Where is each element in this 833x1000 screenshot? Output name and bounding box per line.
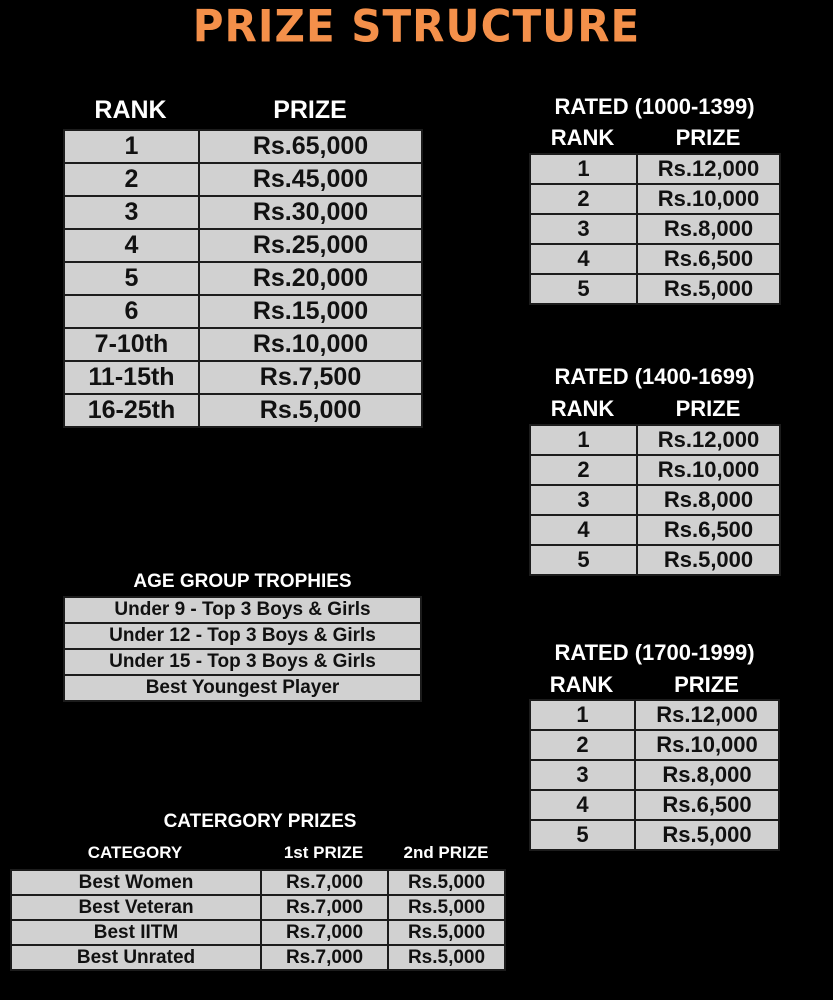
rank-cell: 1 bbox=[530, 154, 637, 184]
rank-cell: 4 bbox=[530, 515, 637, 545]
rated-title-2: RATED (1400-1699) bbox=[554, 364, 755, 389]
age-group-cell: Best Youngest Player bbox=[64, 675, 421, 701]
rated-rank-header-1: RANK bbox=[550, 125, 615, 150]
table-row bbox=[530, 274, 780, 304]
main-rank-header: RANK bbox=[94, 96, 167, 124]
rated-rank-header-3: RANK bbox=[549, 672, 614, 697]
prize-cell: Rs.12,000 bbox=[637, 425, 780, 455]
rated-prize-header-3: PRIZE bbox=[674, 672, 739, 697]
category-cell: Best Unrated bbox=[11, 945, 261, 970]
prize-cell: Rs.10,000 bbox=[635, 730, 779, 760]
rank-cell: 4 bbox=[530, 790, 635, 820]
table-row bbox=[64, 675, 421, 701]
table-row bbox=[64, 163, 422, 196]
first-prize-cell: Rs.7,000 bbox=[261, 870, 388, 895]
table-row bbox=[530, 820, 779, 850]
table-row bbox=[11, 895, 505, 920]
rank-cell: 5 bbox=[530, 820, 635, 850]
first-prize-cell: Rs.7,000 bbox=[261, 945, 388, 970]
table-row bbox=[530, 244, 780, 274]
prize-cell: Rs.10,000 bbox=[199, 328, 422, 361]
rated-table-2 bbox=[529, 424, 781, 576]
category-prizes-title: CATERGORY PRIZES bbox=[163, 811, 357, 832]
table-row bbox=[11, 870, 505, 895]
main-prize-header: PRIZE bbox=[273, 96, 347, 124]
prize-cell: Rs.15,000 bbox=[199, 295, 422, 328]
rank-cell: 6 bbox=[64, 295, 199, 328]
table-row bbox=[530, 425, 780, 455]
table-row bbox=[530, 184, 780, 214]
first-prize-header: 1st PRIZE bbox=[283, 843, 364, 862]
category-prizes-table bbox=[10, 869, 506, 971]
prize-cell: Rs.12,000 bbox=[637, 154, 780, 184]
table-row bbox=[530, 760, 779, 790]
page-title: PRIZE STRUCTURE bbox=[192, 0, 641, 53]
rated-prize-header-1: PRIZE bbox=[675, 125, 741, 150]
rank-cell: 7-10th bbox=[64, 328, 199, 361]
rank-cell: 5 bbox=[64, 262, 199, 295]
table-row bbox=[64, 597, 421, 623]
prize-cell: Rs.25,000 bbox=[199, 229, 422, 262]
second-prize-cell: Rs.5,000 bbox=[388, 920, 505, 945]
category-cell: Best Women bbox=[11, 870, 261, 895]
prize-cell: Rs.8,000 bbox=[637, 214, 780, 244]
rank-cell: 2 bbox=[64, 163, 199, 196]
second-prize-cell: Rs.5,000 bbox=[388, 895, 505, 920]
rank-cell: 3 bbox=[530, 214, 637, 244]
rank-cell: 3 bbox=[64, 196, 199, 229]
table-row bbox=[530, 154, 780, 184]
table-row bbox=[530, 730, 779, 760]
category-header: CATEGORY bbox=[87, 843, 183, 862]
rated-table-3 bbox=[529, 699, 780, 851]
category-cell: Best IITM bbox=[11, 920, 261, 945]
table-row bbox=[64, 130, 422, 163]
rank-cell: 5 bbox=[530, 274, 637, 304]
rated-prize-header-2: PRIZE bbox=[675, 396, 741, 421]
prize-cell: Rs.65,000 bbox=[199, 130, 422, 163]
rated-title-3: RATED (1700-1999) bbox=[554, 640, 755, 665]
prize-cell: Rs.10,000 bbox=[637, 184, 780, 214]
table-row bbox=[530, 790, 779, 820]
age-group-cell: Under 12 - Top 3 Boys & Girls bbox=[64, 623, 421, 649]
rated-table-1 bbox=[529, 153, 781, 305]
prize-cell: Rs.6,500 bbox=[637, 244, 780, 274]
prize-cell: Rs.45,000 bbox=[199, 163, 422, 196]
prize-cell: Rs.8,000 bbox=[635, 760, 779, 790]
rated-rank-header-2: RANK bbox=[550, 396, 615, 421]
rank-cell: 3 bbox=[530, 485, 637, 515]
table-row bbox=[64, 649, 421, 675]
rank-cell: 16-25th bbox=[64, 394, 199, 427]
table-row bbox=[64, 262, 422, 295]
table-row bbox=[530, 485, 780, 515]
table-row bbox=[64, 623, 421, 649]
age-group-cell: Under 9 - Top 3 Boys & Girls bbox=[64, 597, 421, 623]
rank-cell: 5 bbox=[530, 545, 637, 575]
prize-cell: Rs.8,000 bbox=[637, 485, 780, 515]
rank-cell: 2 bbox=[530, 730, 635, 760]
second-prize-cell: Rs.5,000 bbox=[388, 870, 505, 895]
rank-cell: 2 bbox=[530, 455, 637, 485]
table-row bbox=[11, 945, 505, 970]
prize-cell: Rs.5,000 bbox=[637, 274, 780, 304]
prize-cell: Rs.20,000 bbox=[199, 262, 422, 295]
rank-cell: 1 bbox=[64, 130, 199, 163]
rank-cell: 4 bbox=[530, 244, 637, 274]
prize-cell: Rs.7,500 bbox=[199, 361, 422, 394]
table-row bbox=[64, 394, 422, 427]
table-row bbox=[530, 515, 780, 545]
prize-cell: Rs.6,500 bbox=[637, 515, 780, 545]
table-row bbox=[11, 920, 505, 945]
prize-cell: Rs.30,000 bbox=[199, 196, 422, 229]
rated-title-1: RATED (1000-1399) bbox=[554, 94, 755, 119]
rank-cell: 1 bbox=[530, 425, 637, 455]
first-prize-cell: Rs.7,000 bbox=[261, 895, 388, 920]
table-row bbox=[530, 455, 780, 485]
first-prize-cell: Rs.7,000 bbox=[261, 920, 388, 945]
table-row bbox=[530, 700, 779, 730]
rank-cell: 1 bbox=[530, 700, 635, 730]
prize-cell: Rs.10,000 bbox=[637, 455, 780, 485]
age-group-cell: Under 15 - Top 3 Boys & Girls bbox=[64, 649, 421, 675]
prize-cell: Rs.6,500 bbox=[635, 790, 779, 820]
age-group-table bbox=[63, 596, 422, 702]
table-row bbox=[64, 196, 422, 229]
table-row bbox=[530, 545, 780, 575]
main-prize-table bbox=[63, 129, 423, 428]
age-group-title: AGE GROUP TROPHIES bbox=[133, 571, 352, 592]
rank-cell: 3 bbox=[530, 760, 635, 790]
second-prize-header: 2nd PRIZE bbox=[403, 843, 489, 862]
prize-cell: Rs.5,000 bbox=[199, 394, 422, 427]
table-row bbox=[64, 295, 422, 328]
prize-cell: Rs.5,000 bbox=[637, 545, 780, 575]
table-row bbox=[530, 214, 780, 244]
category-cell: Best Veteran bbox=[11, 895, 261, 920]
table-row bbox=[64, 328, 422, 361]
rank-cell: 11-15th bbox=[64, 361, 199, 394]
prize-cell: Rs.12,000 bbox=[635, 700, 779, 730]
rank-cell: 2 bbox=[530, 184, 637, 214]
table-row bbox=[64, 229, 422, 262]
second-prize-cell: Rs.5,000 bbox=[388, 945, 505, 970]
prize-cell: Rs.5,000 bbox=[635, 820, 779, 850]
rank-cell: 4 bbox=[64, 229, 199, 262]
table-row bbox=[64, 361, 422, 394]
